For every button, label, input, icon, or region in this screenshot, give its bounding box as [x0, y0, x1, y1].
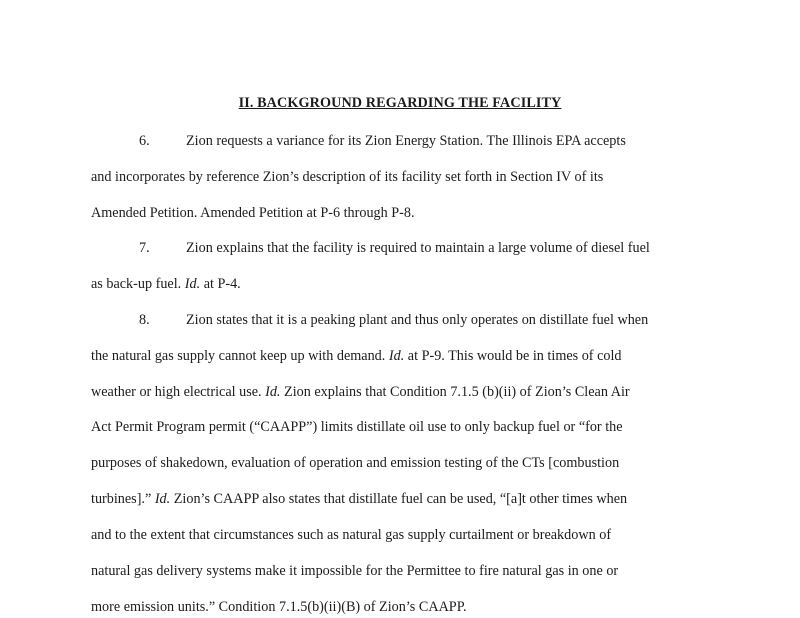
paragraph-line: Zion explains that the facility is required to maintain a large volume of diesel fuel — [186, 240, 650, 256]
paragraph-line: natural gas delivery systems make it impossible for the Permittee to fire natural gas in one or — [91, 563, 619, 579]
paragraph-line: and to the extent that circumstances such as natural gas supply curtailment or breakdown of — [91, 527, 612, 543]
section-heading: II. BACKGROUND REGARDING THE FACILITY — [238, 95, 562, 111]
paragraph-line: the natural gas supply cannot keep up with demand. Id. at P-9. This would be in times of cold — [91, 348, 622, 364]
paragraph-line: Act Permit Program permit (“CAAPP”) limits distillate oil use to only backup fuel or “for the — [91, 419, 623, 435]
paragraph-line: Amended Petition. Amended Petition at P-6 through P-8. — [91, 205, 415, 221]
paragraph-number: 6. — [139, 133, 150, 149]
paragraph-line: more emission units.” Condition 7.1.5(b)(ii)(B) of Zion’s CAAPP. — [91, 599, 467, 615]
paragraph-number: 7. — [139, 240, 150, 256]
paragraph-number: 8. — [139, 312, 150, 328]
paragraph-line: purposes of shakedown, evaluation of operation and emission testing of the CTs [combustion — [91, 455, 620, 471]
paragraph-line: and incorporates by reference Zion’s description of its facility set forth in Section IV of its — [91, 169, 604, 185]
paragraph-line: turbines].” Id. Zion’s CAAPP also states that distillate fuel can be used, “[a]t other times when — [91, 491, 628, 507]
paragraph-line: as back-up fuel. Id. at P-4. — [91, 276, 241, 292]
paragraph-line: Zion states that it is a peaking plant and thus only operates on distillate fuel when — [186, 312, 649, 328]
paragraph-line: Zion requests a variance for its Zion Energy Station. The Illinois EPA accepts — [186, 133, 626, 149]
paragraph-line: weather or high electrical use. Id. Zion explains that Condition 7.1.5 (b)(ii) of Zion’s Clean Air — [91, 384, 630, 400]
